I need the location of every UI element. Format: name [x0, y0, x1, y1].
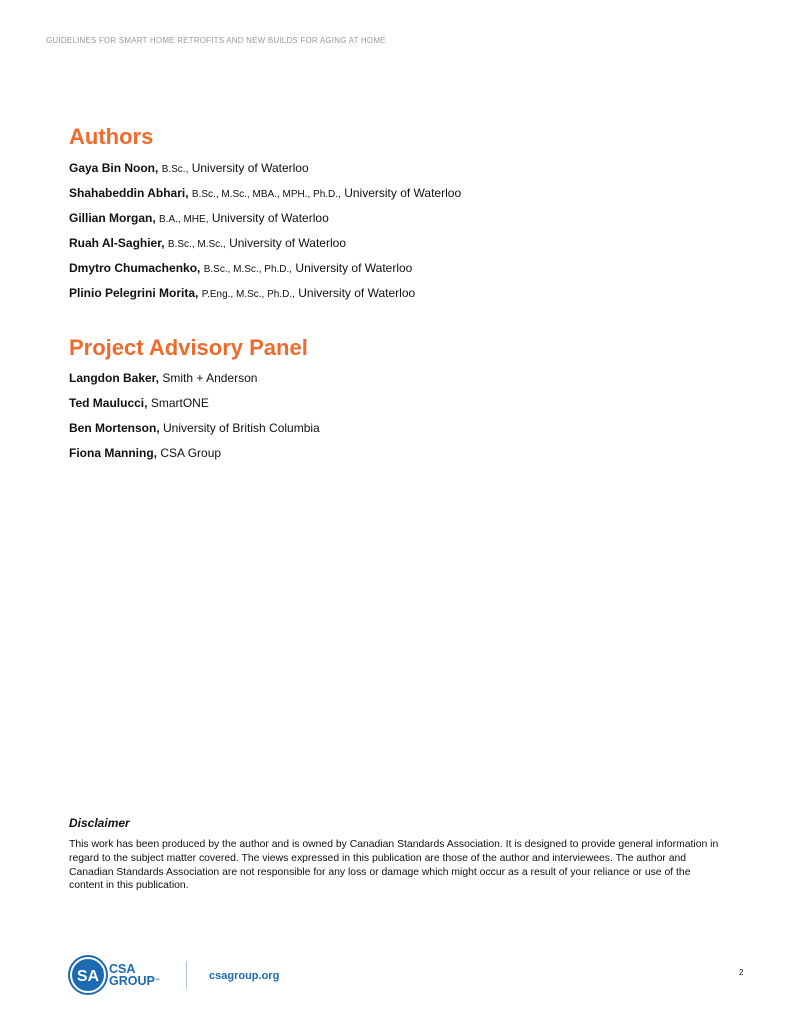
- csa-logo-tm: ™: [154, 978, 160, 984]
- csa-logo-mark: [68, 955, 108, 995]
- panel-member-affiliation: CSA Group: [160, 446, 222, 460]
- author-affiliation: University of Waterloo: [191, 161, 309, 175]
- author-affiliation: University of Waterloo: [229, 236, 346, 250]
- page-number: 2: [739, 968, 744, 977]
- authors-heading: Authors: [69, 124, 154, 149]
- panel-member-name: Fiona Manning,: [69, 446, 157, 460]
- panel-member-entry: [69, 372, 320, 385]
- author-entry: [69, 212, 461, 225]
- disclaimer-heading: Disclaimer: [69, 816, 130, 830]
- csa-logo-icon: [68, 955, 108, 995]
- author-entry: [69, 162, 461, 175]
- author-affiliation: University of Waterloo: [295, 261, 413, 275]
- author-name: Ruah Al-Saghier,: [69, 236, 165, 250]
- csa-group-logo: [68, 955, 174, 995]
- author-entry: [69, 287, 461, 300]
- footer-divider: [186, 961, 187, 989]
- author-credentials: B.Sc., M.Sc., MBA., MPH., Ph.D.,: [191, 189, 341, 200]
- author-credentials: B.A., MHE,: [159, 214, 209, 225]
- author-name: Gaya Bin Noon,: [69, 161, 159, 175]
- author-entry: [69, 187, 461, 200]
- author-credentials: P.Eng., M.Sc., Ph.D.,: [201, 289, 295, 300]
- advisory-panel-heading: Project Advisory Panel: [69, 335, 308, 360]
- author-name: Shahabeddin Abhari,: [69, 186, 189, 200]
- author-credentials: B.Sc., M.Sc., Ph.D.,: [203, 264, 293, 275]
- panel-member-name: Ted Maulucci,: [69, 396, 148, 410]
- csa-logo-wordmark: [109, 963, 160, 987]
- panel-member-entry: [69, 397, 320, 410]
- panel-member-name: Ben Mortenson,: [69, 421, 160, 435]
- author-name: Dmytro Chumachenko,: [69, 261, 201, 275]
- author-affiliation: University of Waterloo: [344, 186, 462, 200]
- running-header: GUIDELINES FOR SMART HOME RETROFITS AND NEW BUILDS FOR AGING AT HOME: [46, 36, 386, 45]
- csa-website-link[interactable]: csagroup.org: [209, 970, 280, 982]
- csa-logo-mark-text: SA: [76, 968, 100, 985]
- advisory-panel-list: [69, 372, 320, 472]
- author-affiliation: University of Waterloo: [298, 286, 416, 300]
- author-name: Gillian Morgan,: [69, 211, 156, 225]
- panel-member-name: Langdon Baker,: [69, 371, 160, 385]
- panel-member-entry: [69, 422, 320, 435]
- author-affiliation: University of Waterloo: [211, 211, 329, 225]
- author-entry: [69, 262, 461, 275]
- csa-logo-line1: CSA: [109, 962, 136, 976]
- panel-member-affiliation: SmartONE: [150, 396, 209, 410]
- author-entry: [69, 237, 461, 250]
- author-name: Plinio Pelegrini Morita,: [69, 286, 199, 300]
- disclaimer-text: This work has been produced by the author and is owned by Canadian Standards Association. It is designed to provide general information in regard to the subject matter covered. The views expressed in this publication are those of the author and interviewees. The author and Canadian Standards Association are not responsible for any loss or damage which might occur as a result of your reliance or use of the content in this publication.: [69, 839, 719, 892]
- author-credentials: B.Sc.,: [161, 164, 189, 175]
- panel-member-affiliation: University of British Columbia: [163, 421, 320, 435]
- authors-list: [69, 162, 461, 312]
- author-credentials: B.Sc., M.Sc.,: [167, 239, 226, 250]
- csa-logo-line2: GROUP: [109, 974, 155, 988]
- panel-member-entry: [69, 447, 320, 460]
- panel-member-affiliation: Smith + Anderson: [162, 371, 258, 385]
